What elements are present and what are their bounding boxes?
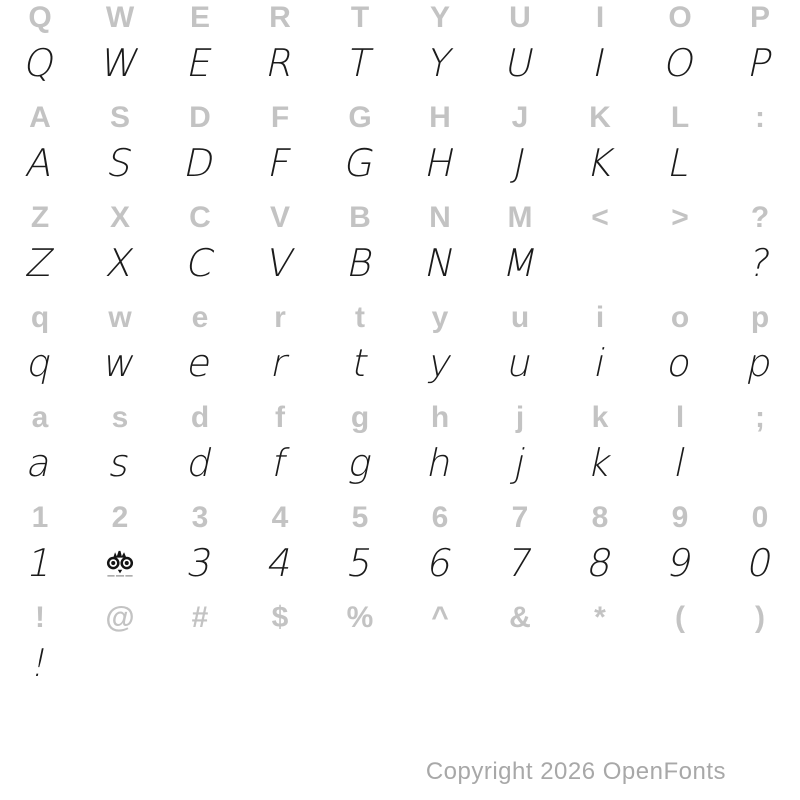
row-7-gray-line — [0, 596, 800, 640]
glyph-cell-dark-r2c2 — [80, 135, 160, 191]
glyph: s — [105, 441, 135, 485]
glyph-cell-dark-r2c6 — [400, 135, 480, 191]
glyph: L — [664, 141, 696, 185]
glyph: 3 — [191, 501, 209, 534]
glyph-cell-dark-r4c10 — [720, 335, 800, 391]
glyph: 9 — [663, 541, 697, 585]
glyph: 8 — [583, 541, 617, 585]
glyph-cell-gray-r2c1 — [0, 96, 80, 140]
glyph-cell-dark-r2c9 — [640, 135, 720, 191]
glyph: E — [183, 41, 217, 85]
glyph: A — [29, 101, 51, 134]
glyph: 5 — [343, 541, 377, 585]
glyph-cell-dark-r7c5 — [320, 635, 400, 691]
glyph: < — [591, 201, 609, 234]
row-6-gray-line — [0, 496, 800, 540]
glyph: r — [274, 301, 286, 334]
glyph: ? — [745, 241, 775, 285]
glyph-cell-gray-r2c10 — [720, 96, 800, 140]
glyph-cell-dark-r7c2 — [80, 635, 160, 691]
glyph-cell-dark-r2c3 — [160, 135, 240, 191]
glyph-cell-dark-r7c6 — [400, 635, 480, 691]
glyph-cell-gray-r5c6 — [400, 396, 480, 440]
glyph: Q — [20, 41, 60, 85]
glyph: K — [582, 141, 618, 185]
glyph: f — [275, 401, 285, 434]
glyph-cell-dark-r5c9 — [640, 435, 720, 491]
glyph: q — [23, 341, 57, 385]
glyph: > — [671, 201, 689, 234]
glyph-cell-dark-r1c5 — [320, 35, 400, 91]
glyph-cell-dark-r5c5 — [320, 435, 400, 491]
glyph-cell-dark-r7c8 — [560, 635, 640, 691]
glyph: l — [675, 401, 685, 434]
glyph: 3 — [183, 541, 217, 585]
glyph-cell-gray-r1c3 — [160, 0, 240, 40]
glyph-cell-dark-r6c8 — [560, 535, 640, 591]
glyph-cell-dark-r5c2 — [80, 435, 160, 491]
glyph-cell-gray-r3c7 — [480, 196, 560, 240]
copyright-text: Copyright 2026 OpenFonts — [425, 758, 726, 785]
glyph-cell-dark-r1c9 — [640, 35, 720, 91]
glyph-cell-dark-r2c10 — [720, 135, 800, 191]
glyph-cell-dark-r1c7 — [480, 35, 560, 91]
glyph: E — [189, 1, 210, 34]
glyph: k — [591, 401, 609, 434]
row-3-dark-line — [0, 235, 800, 291]
glyph-cell-gray-r2c9 — [640, 96, 720, 140]
glyph-cell-dark-r1c6 — [400, 35, 480, 91]
glyph: 7 — [511, 501, 529, 534]
glyph-cell-gray-r5c10 — [720, 396, 800, 440]
glyph-cell-dark-r6c2 — [80, 535, 160, 591]
glyph-cell-gray-r6c6 — [400, 496, 480, 540]
glyph-cell-gray-r3c3 — [160, 196, 240, 240]
row-5-gray-line — [0, 396, 800, 440]
glyph-cell-dark-r4c5 — [320, 335, 400, 391]
glyph-cell-gray-r4c8 — [560, 296, 640, 340]
row-2-gray-line — [0, 96, 800, 140]
glyph-cell-dark-r1c1 — [0, 35, 80, 91]
glyph-cell-gray-r3c10 — [720, 196, 800, 240]
glyph: d — [183, 441, 217, 485]
glyph: q — [30, 301, 50, 334]
glyph: C — [182, 241, 218, 285]
glyph: 1 — [31, 501, 49, 534]
glyph-cell-dark-r1c8 — [560, 35, 640, 91]
glyph: 8 — [591, 501, 609, 534]
glyph-cell-gray-r7c8 — [560, 596, 640, 640]
glyph: a — [23, 441, 57, 485]
row-5-dark-line — [0, 435, 800, 491]
glyph-cell-dark-r5c6 — [400, 435, 480, 491]
glyph: t — [347, 341, 373, 385]
glyph: g — [350, 401, 370, 434]
glyph: % — [346, 601, 374, 634]
glyph: s — [111, 401, 129, 434]
glyph-cell-gray-r6c10 — [720, 496, 800, 540]
glyph-cell-dark-r2c5 — [320, 135, 400, 191]
glyph-cell-dark-r5c7 — [480, 435, 560, 491]
glyph: e — [191, 301, 209, 334]
glyph-cell-gray-r1c9 — [640, 0, 720, 40]
glyph: e — [183, 341, 217, 385]
glyph-cell-gray-r6c4 — [240, 496, 320, 540]
row-3-gray-line — [0, 196, 800, 240]
glyph-cell-gray-r6c8 — [560, 496, 640, 540]
glyph: $ — [271, 601, 289, 634]
glyph-cell-dark-r2c8 — [560, 135, 640, 191]
glyph-cell-dark-r7c9 — [640, 635, 720, 691]
glyph: Q — [28, 1, 52, 34]
glyph-cell-dark-r1c2 — [80, 35, 160, 91]
glyph: Y — [429, 1, 450, 34]
glyph: & — [509, 601, 531, 634]
glyph-cell-gray-r7c4 — [240, 596, 320, 640]
glyph-cell-dark-r4c1 — [0, 335, 80, 391]
glyph: 4 — [263, 541, 297, 585]
glyph: 2 — [111, 501, 129, 534]
glyph-cell-gray-r4c3 — [160, 296, 240, 340]
glyph-cell-gray-r6c7 — [480, 496, 560, 540]
glyph-cell-gray-r2c6 — [400, 96, 480, 140]
glyph-cell-dark-r5c8 — [560, 435, 640, 491]
glyph: u — [503, 341, 537, 385]
glyph: W — [96, 41, 144, 85]
glyph-cell-dark-r7c1 — [0, 635, 80, 691]
glyph-cell-gray-r3c9 — [640, 196, 720, 240]
glyph-cell-dark-r7c10 — [720, 635, 800, 691]
row-6-dark-line — [0, 535, 800, 591]
glyph: I — [589, 41, 611, 85]
glyph: V — [262, 241, 298, 285]
glyph: i — [590, 341, 610, 385]
glyph-cell-gray-r2c4 — [240, 96, 320, 140]
glyph-cell-gray-r6c1 — [0, 496, 80, 540]
glyph-cell-dark-r3c3 — [160, 235, 240, 291]
glyph-cell-dark-r7c7 — [480, 635, 560, 691]
glyph-cell-dark-r4c8 — [560, 335, 640, 391]
glyph: a — [31, 401, 49, 434]
glyph-cell-dark-r3c9 — [640, 235, 720, 291]
glyph-cell-gray-r2c2 — [80, 96, 160, 140]
glyph-cell-gray-r4c7 — [480, 296, 560, 340]
glyph: B — [342, 241, 378, 285]
row-4-gray-line — [0, 296, 800, 340]
glyph: ? — [750, 201, 770, 234]
glyph-cell-gray-r7c1 — [0, 596, 80, 640]
glyph: f — [268, 441, 292, 485]
glyph: h — [430, 401, 450, 434]
glyph: ; — [755, 401, 765, 434]
glyph-cell-dark-r4c3 — [160, 335, 240, 391]
glyph-cell-gray-r1c8 — [560, 0, 640, 40]
glyph-cell-gray-r1c1 — [0, 0, 80, 40]
glyph: l — [670, 441, 690, 485]
glyph: Z — [30, 201, 50, 234]
glyph-cell-gray-r5c4 — [240, 396, 320, 440]
row-1-gray-line — [0, 0, 800, 40]
owl-logo-icon — [105, 550, 135, 577]
glyph-cell-gray-r4c10 — [720, 296, 800, 340]
glyph-cell-dark-r5c4 — [240, 435, 320, 491]
glyph: Y — [423, 41, 457, 85]
glyph-cell-gray-r7c5 — [320, 596, 400, 640]
row-4-dark-line — [0, 335, 800, 391]
glyph: X — [109, 201, 130, 234]
glyph: I — [595, 1, 605, 34]
glyph: g — [343, 441, 377, 485]
glyph: P — [743, 41, 777, 85]
glyph: y — [431, 301, 449, 334]
glyph: P — [749, 1, 770, 34]
glyph-cell-gray-r7c6 — [400, 596, 480, 640]
glyph: F — [270, 101, 290, 134]
glyph-cell-gray-r2c5 — [320, 96, 400, 140]
glyph: 1 — [23, 541, 57, 585]
glyph: o — [670, 301, 690, 334]
glyph: j — [515, 401, 525, 434]
glyph-cell-gray-r2c3 — [160, 96, 240, 140]
glyph-cell-gray-r3c1 — [0, 196, 80, 240]
glyph: G — [348, 101, 372, 134]
glyph-cell-gray-r2c7 — [480, 96, 560, 140]
glyph: T — [350, 1, 370, 34]
glyph: B — [349, 201, 371, 234]
row-7-dark-line — [0, 635, 800, 691]
glyph: i — [595, 301, 605, 334]
glyph-cell-gray-r1c4 — [240, 0, 320, 40]
glyph: ^ — [431, 601, 449, 634]
glyph-cell-gray-r5c8 — [560, 396, 640, 440]
glyph-cell-gray-r7c2 — [80, 596, 160, 640]
glyph: F — [264, 141, 296, 185]
glyph-cell-dark-r3c8 — [560, 235, 640, 291]
glyph-cell-dark-r1c10 — [720, 35, 800, 91]
glyph: D — [189, 101, 211, 134]
row-1-dark-line — [0, 35, 800, 91]
glyph: o — [663, 341, 697, 385]
glyph: w — [108, 301, 132, 334]
glyph-cell-gray-r5c2 — [80, 396, 160, 440]
glyph-cell-gray-r1c6 — [400, 0, 480, 40]
glyph-cell-dark-r4c6 — [400, 335, 480, 391]
glyph: H — [421, 141, 459, 185]
glyph-cell-dark-r1c4 — [240, 35, 320, 91]
glyph: : — [755, 101, 765, 134]
glyph-cell-dark-r3c6 — [400, 235, 480, 291]
glyph-cell-gray-r4c4 — [240, 296, 320, 340]
glyph: D — [180, 141, 220, 185]
glyph-cell-gray-r5c7 — [480, 396, 560, 440]
glyph-cell-dark-r5c3 — [160, 435, 240, 491]
glyph-cell-dark-r5c1 — [0, 435, 80, 491]
glyph-cell-gray-r4c2 — [80, 296, 160, 340]
glyph: 6 — [431, 501, 449, 534]
glyph-cell-dark-r4c4 — [240, 335, 320, 391]
glyph: u — [510, 301, 530, 334]
glyph-cell-gray-r5c9 — [640, 396, 720, 440]
glyph: U — [509, 1, 531, 34]
glyph-cell-gray-r2c8 — [560, 96, 640, 140]
glyph: J — [509, 141, 531, 185]
glyph: # — [191, 601, 209, 634]
glyph-cell-dark-r6c4 — [240, 535, 320, 591]
glyph-cell-dark-r5c10 — [720, 435, 800, 491]
row-2-dark-line — [0, 135, 800, 191]
glyph: @ — [105, 601, 135, 634]
glyph-cell-gray-r1c7 — [480, 0, 560, 40]
glyph: ) — [755, 601, 765, 634]
glyph-cell-gray-r5c3 — [160, 396, 240, 440]
glyph-cell-dark-r6c1 — [0, 535, 80, 591]
glyph: R — [262, 41, 298, 85]
glyph: A — [22, 141, 58, 185]
glyph-cell-gray-r1c2 — [80, 0, 160, 40]
glyph-cell-gray-r3c6 — [400, 196, 480, 240]
glyph: J — [511, 101, 529, 134]
glyph-cell-dark-r3c7 — [480, 235, 560, 291]
glyph: 7 — [503, 541, 537, 585]
glyph-cell-dark-r4c9 — [640, 335, 720, 391]
glyph-cell-dark-r2c1 — [0, 135, 80, 191]
glyph-cell-dark-r6c5 — [320, 535, 400, 591]
glyph-cell-gray-r3c2 — [80, 196, 160, 240]
glyph: S — [103, 141, 137, 185]
glyph-cell-dark-r6c10 — [720, 535, 800, 591]
glyph-cell-gray-r6c2 — [80, 496, 160, 540]
glyph-cell-dark-r3c5 — [320, 235, 400, 291]
glyph-cell-dark-r4c7 — [480, 335, 560, 391]
glyph-cell-dark-r3c10 — [720, 235, 800, 291]
glyph-cell-dark-r7c4 — [240, 635, 320, 691]
glyph: T — [343, 41, 377, 85]
glyph: r — [267, 341, 293, 385]
glyph: 5 — [351, 501, 369, 534]
glyph: S — [109, 101, 130, 134]
glyph: H — [429, 101, 451, 134]
glyph-cell-dark-r7c3 — [160, 635, 240, 691]
glyph: U — [501, 41, 539, 85]
glyph-cell-gray-r5c1 — [0, 396, 80, 440]
glyph-cell-dark-r3c1 — [0, 235, 80, 291]
glyph-cell-gray-r6c5 — [320, 496, 400, 540]
glyph-cell-gray-r3c8 — [560, 196, 640, 240]
glyph-cell-gray-r7c10 — [720, 596, 800, 640]
glyph-cell-gray-r4c5 — [320, 296, 400, 340]
glyph: ! — [35, 601, 45, 634]
glyph-cell-gray-r3c4 — [240, 196, 320, 240]
glyph: h — [423, 441, 457, 485]
glyph-cell-dark-r2c7 — [480, 135, 560, 191]
glyph: ! — [27, 641, 53, 685]
glyph-cell-gray-r1c5 — [320, 0, 400, 40]
glyph: 4 — [271, 501, 289, 534]
glyph: 0 — [751, 501, 769, 534]
glyph: G — [340, 141, 380, 185]
glyph-cell-dark-r6c3 — [160, 535, 240, 591]
glyph-cell-gray-r6c9 — [640, 496, 720, 540]
glyph: * — [594, 601, 606, 634]
glyph-cell-gray-r6c3 — [160, 496, 240, 540]
glyph-cell-gray-r1c10 — [720, 0, 800, 40]
glyph: V — [269, 201, 290, 234]
glyph-cell-gray-r4c6 — [400, 296, 480, 340]
glyph: R — [269, 1, 291, 34]
glyph-cell-dark-r6c6 — [400, 535, 480, 591]
glyph: O — [668, 1, 692, 34]
glyph: 0 — [743, 541, 777, 585]
glyph: ( — [675, 601, 685, 634]
glyph: Z — [22, 241, 58, 285]
glyph: p — [750, 301, 770, 334]
glyph-cell-gray-r4c9 — [640, 296, 720, 340]
glyph: C — [189, 201, 211, 234]
glyph-cell-dark-r1c3 — [160, 35, 240, 91]
glyph: X — [102, 241, 138, 285]
glyph-cell-dark-r4c2 — [80, 335, 160, 391]
glyph-cell-dark-r6c9 — [640, 535, 720, 591]
glyph: k — [584, 441, 616, 485]
glyph-cell-dark-r3c2 — [80, 235, 160, 291]
glyph: K — [589, 101, 611, 134]
glyph: N — [421, 241, 459, 285]
glyph: O — [660, 41, 700, 85]
glyph: p — [743, 341, 777, 385]
glyph-cell-gray-r3c5 — [320, 196, 400, 240]
glyph-cell-gray-r5c5 — [320, 396, 400, 440]
glyph-cell-dark-r2c4 — [240, 135, 320, 191]
glyph: L — [670, 101, 690, 134]
glyph-cell-dark-r3c4 — [240, 235, 320, 291]
glyph: N — [429, 201, 451, 234]
glyph: j — [510, 441, 530, 485]
glyph: t — [355, 301, 365, 334]
glyph: M — [507, 201, 533, 234]
glyph-cell-gray-r7c9 — [640, 596, 720, 640]
glyph: M — [498, 241, 542, 285]
glyph: y — [424, 341, 456, 385]
glyph-cell-gray-r7c3 — [160, 596, 240, 640]
glyph: 6 — [423, 541, 457, 585]
glyph: 9 — [671, 501, 689, 534]
glyph-cell-gray-r7c7 — [480, 596, 560, 640]
glyph-cell-gray-r4c1 — [0, 296, 80, 340]
glyph: W — [105, 1, 135, 34]
glyph-cell-dark-r6c7 — [480, 535, 560, 591]
glyph: w — [99, 341, 141, 385]
glyph: d — [190, 401, 210, 434]
